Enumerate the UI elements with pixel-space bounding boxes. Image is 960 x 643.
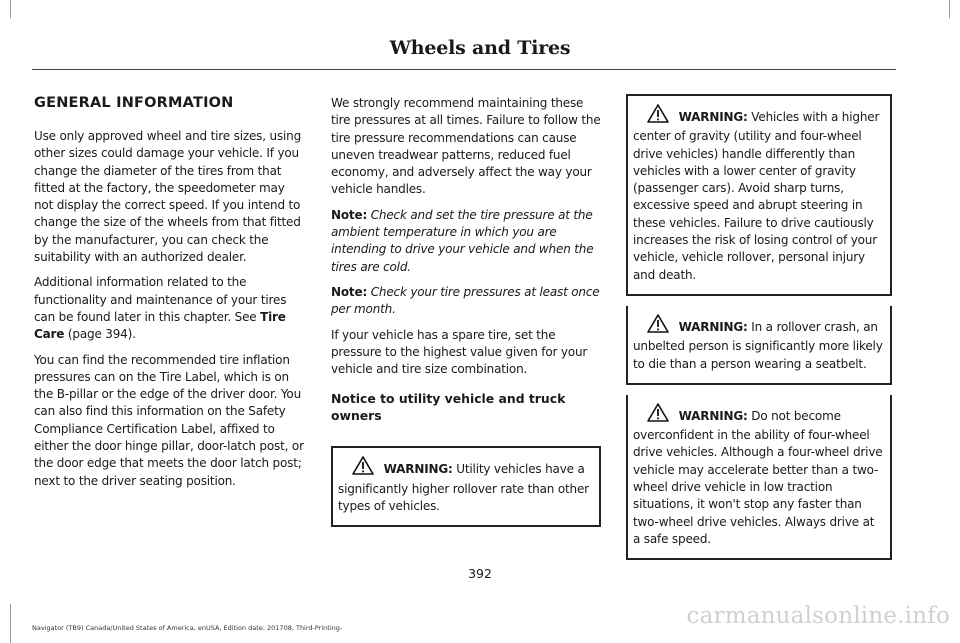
note-label: Note: <box>331 284 368 299</box>
note-text: Check your tire pressures at least once per month. <box>331 284 600 317</box>
warning-box <box>626 306 892 385</box>
warning-text: Do not become overconfident in the ability of four-wheel drive vehicles. Although a four-wheel drive vehicle may accelerate better than a two-wheel drive vehicle in low traction situations, it won't stop any faster than two-wheel drive vehicles. Always drive at a safe speed. <box>633 408 883 546</box>
section-heading: GENERAL INFORMATION <box>34 95 234 111</box>
page-number: 392 <box>468 566 492 581</box>
header-rule <box>32 69 896 70</box>
warning-text: In a rollover crash, an unbelted person is significantly more likely to die than a person wearing a seatbelt. <box>633 319 883 371</box>
paragraph: If your vehicle has a spare tire, set the pressure to the highest value given for your vehicle and tire size combination. <box>331 327 588 377</box>
crop-mark <box>10 604 11 643</box>
warning-triangle-icon <box>352 456 374 480</box>
note-text: Check and set the tire pressure at the ambient temperature in which you are intending to drive your vehicle and when the tires are cold. <box>331 207 594 274</box>
tire-care-link[interactable]: Tire Care <box>34 309 286 342</box>
watermark-text: carmanualsonline.info <box>686 603 950 629</box>
warning-triangle-icon <box>647 403 669 427</box>
crop-mark <box>949 0 950 18</box>
paragraph-text: Additional information related to the functionality and maintenance of your tires can be found later in this chapter. See <box>34 275 287 324</box>
warning-text: Vehicles with a higher center of gravity (utility and four-wheel drive vehicles) handle differently than vehicles with a lower center of gravity (passenger cars). Avoid sharp turns, excessive speed and abrupt steering in these vehicles. Failure to drive cautiously increases the risk of losing control of your vehicle, vehicle rollover, personal injury and death. <box>633 110 880 282</box>
note <box>331 207 601 276</box>
warning-triangle-icon <box>647 314 669 338</box>
note <box>331 284 601 319</box>
column-3 <box>626 95 892 570</box>
warning-triangle-icon <box>647 104 669 128</box>
warning-label: WARNING: <box>678 408 748 423</box>
crop-mark <box>10 0 11 18</box>
paragraph: You can find the recommended tire inflation pressures can on the Tire Label, which is on the B-pillar or the edge of the driver door. You can also find this information on the Safety Compliance Certification Label, affixed to either the door hinge pillar, door-latch post, or the door edge that meets the door latch post; next to the driver seating position. <box>34 352 304 488</box>
column-2 <box>331 95 601 537</box>
warning-label: WARNING: <box>383 462 453 477</box>
paragraph: Use only approved wheel and tire sizes, using other sizes could damage your vehicle. If you change the diameter of the tires from that fitted at the factory, the speedometer may not display the correct speed. If you intend to change the size of the wheels from that fitted by the manufacturer, you can check the suitability with an authorized dealer. <box>34 129 302 265</box>
paragraph: We strongly recommend maintaining these tire pressures at all times. Failure to follow the tire pressure recommendations can cause uneven treadwear patterns, reduced fuel economy, and adversely affect the way your vehicle handles. <box>331 96 601 197</box>
page-header-title: Wheels and Tires <box>389 37 571 59</box>
warning-box <box>626 94 892 296</box>
warning-text: Utility vehicles have a significantly higher rollover rate than other types of vehicles. <box>338 462 589 514</box>
warning-box <box>331 446 601 527</box>
page-reference: (page 394). <box>67 327 136 342</box>
note-label: Note: <box>331 207 368 222</box>
warning-label: WARNING: <box>678 319 748 334</box>
warning-label: WARNING: <box>678 110 748 124</box>
warning-box <box>626 395 892 560</box>
paragraph-with-reference <box>34 274 306 343</box>
subheading: Notice to utility vehicle and truck owners <box>331 391 566 424</box>
edition-footer: Navigator (TB9) Canada/United States of America, enUSA, Edition date: 201708, Third-Printing- <box>32 624 343 632</box>
column-1 <box>34 95 306 498</box>
